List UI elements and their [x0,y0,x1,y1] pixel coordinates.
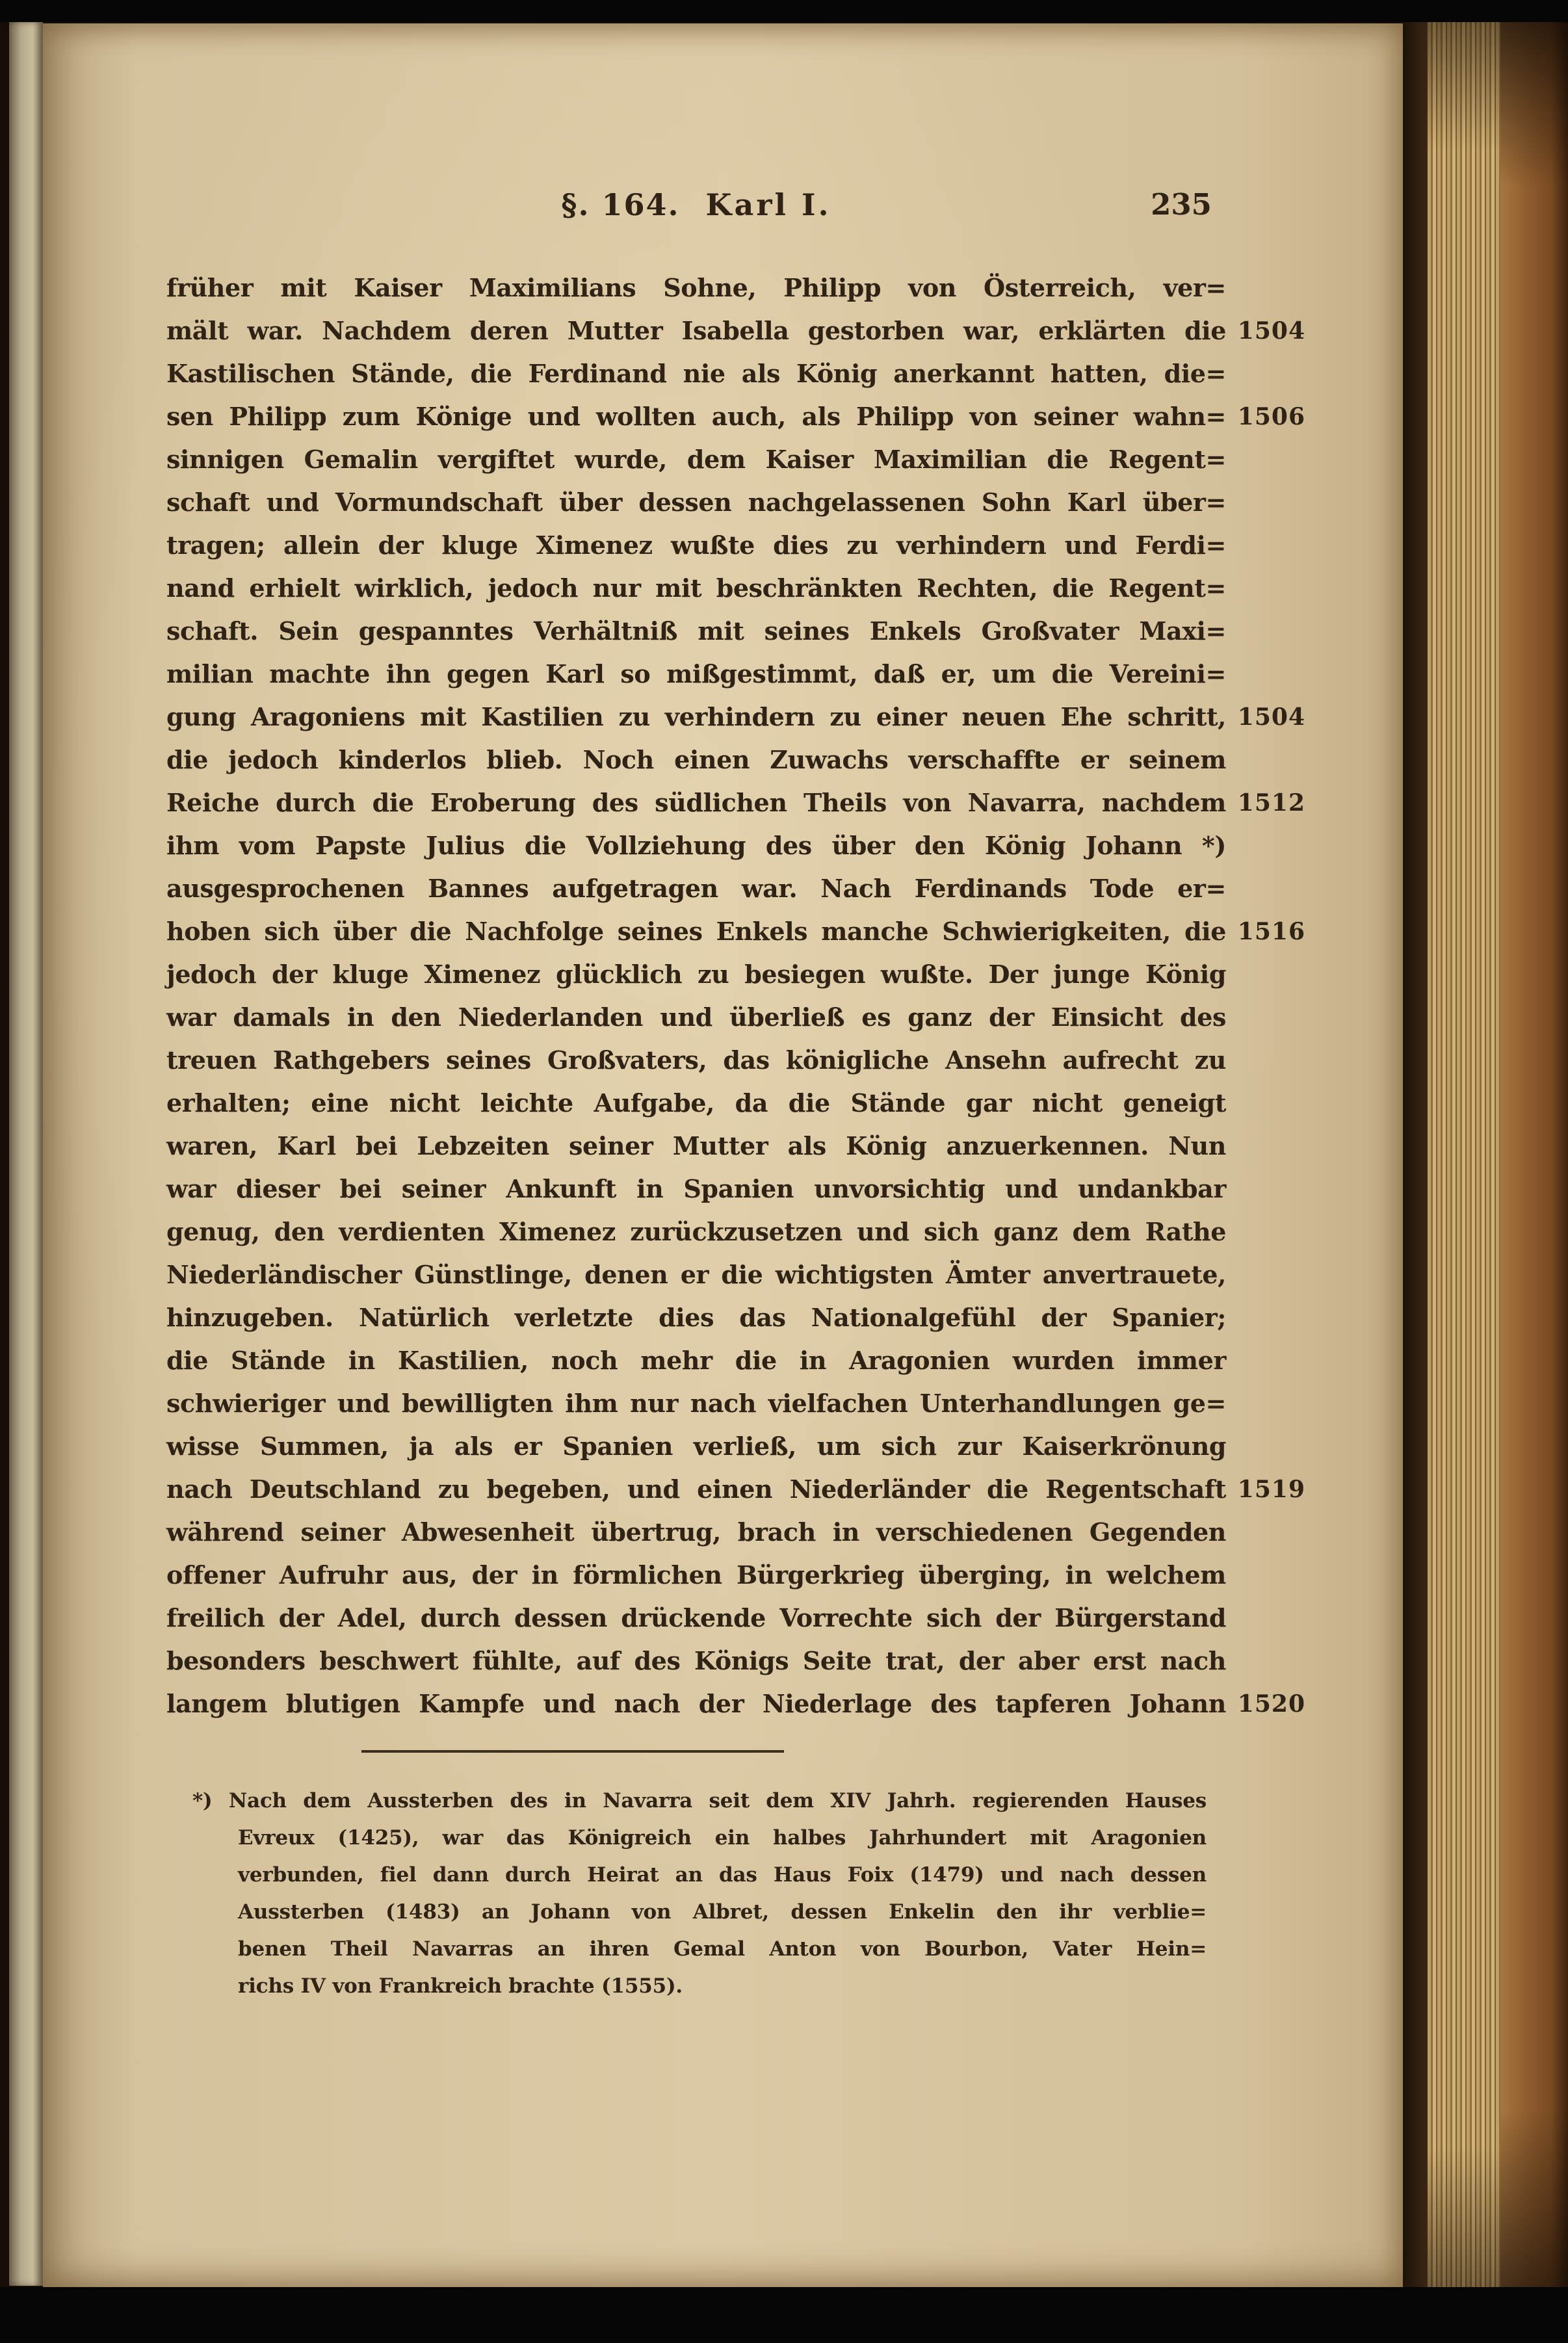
top-band [0,0,1568,22]
section-mark: §. 164. [561,187,680,222]
text-line [166,867,1226,910]
text-line-content: sen Philipp zum Könige und wollten auch, als Philipp von seiner wahn= [166,402,1226,431]
text-line [166,1682,1305,1725]
footnote-line: Evreux (1425), war das Königreich ein halbes Jahrhundert mit Aragonien [238,1826,1207,1850]
page-gutter-shadow [1403,13,1428,2308]
text-line-content: mält war. Nachdem deren Mutter Isabella gestorben war, erklärten die [166,316,1226,345]
text-line-content: erhalten; eine nicht leichte Aufgabe, da die Stände gar nicht geneigt [166,1088,1226,1118]
text-line-content: früher mit Kaiser Maximilians Sohne, Philipp von Österreich, ver= [166,273,1226,302]
text-line [166,1382,1226,1425]
text-line [166,1039,1226,1082]
book-page [43,23,1403,2287]
text-line [166,352,1226,395]
text-line-content: Reiche durch die Eroberung des südlichen Theils von Navarra, nachdem [166,788,1226,817]
text-line [166,1168,1226,1211]
footnote-line: benen Theil Navarras an ihren Gemal Anton von Bourbon, Vater Hein= [238,1937,1207,1961]
page-header [166,187,1226,229]
text-line [166,1597,1226,1640]
text-line-content: nach Deutschland zu begeben, und einen Niederländer die Regentschaft [166,1474,1226,1504]
text-line [166,309,1305,352]
text-line [166,910,1305,953]
text-line-content: offener Aufruhr aus, der in förmlichen Bürgerkrieg überging, in welchem [166,1560,1226,1590]
text-line-content: nand erhielt wirklich, jedoch nur mit beschränkten Rechten, die Regent= [166,573,1226,603]
text-line-content: hoben sich über die Nachfolge seines Enkels manche Schwierigkeiten, die [166,917,1226,946]
text-line-content: langem blutigen Kampfe und nach der Niederlage des tapferen Johann [166,1689,1226,1718]
text-line-content: schwieriger und bewilligten ihm nur nach vielfachen Unterhandlungen ge= [166,1389,1226,1418]
text-line [166,1511,1226,1554]
margin-year: 1504 [1237,703,1305,731]
section-title: Karl I. [705,187,831,222]
bottom-band [0,2287,1568,2343]
text-line [166,953,1226,996]
margin-year: 1519 [1237,1476,1305,1503]
text-line [166,438,1226,481]
section-heading [166,187,1226,222]
text-line [166,481,1226,524]
text-line-content: ausgesprochenen Bannes aufgetragen war. Nach Ferdinands Tode er= [166,874,1226,903]
margin-year: 1512 [1237,789,1305,817]
margin-year: 1520 [1237,1690,1305,1718]
text-line-content: schaft und Vormundschaft über dessen nachgelassenen Sohn Karl über= [166,488,1226,517]
margin-year: 1506 [1237,403,1305,430]
text-line [166,567,1226,610]
text-line [166,1425,1226,1468]
text-line [166,1640,1226,1682]
text-line [166,524,1226,567]
text-line [166,395,1305,438]
text-line-content: besonders beschwert fühlte, auf des Königs Seite trat, der aber erst nach [166,1646,1226,1675]
text-line-content: war dieser bei seiner Ankunft in Spanien unvorsichtig und undankbar [166,1174,1226,1203]
text-line [166,1468,1305,1511]
page-fore-edges [1428,13,1500,2308]
text-line [166,1296,1226,1339]
text-line [166,1554,1226,1597]
text-line-content: die Stände in Kastilien, noch mehr die in Aragonien wurden immer [166,1346,1226,1375]
text-line [166,781,1305,824]
text-line [166,1253,1226,1296]
text-line-content: freilich der Adel, durch dessen drückende Vorrechte sich der Bürgerstand [166,1603,1226,1632]
text-line [166,653,1226,696]
text-line-content: wisse Summen, ja als er Spanien verließ, um sich zur Kaiserkrönung [166,1432,1226,1461]
margin-year: 1516 [1237,918,1305,945]
text-line [166,1125,1226,1168]
text-line-content: gung Aragoniens mit Kastilien zu verhindern zu einer neuen Ehe schritt, [166,702,1226,731]
footnote-line: Aussterben (1483) an Johann von Albret, dessen Enkelin den ihr verblie= [238,1900,1207,1924]
footnote-line: richs IV von Frankreich brachte (1555). [238,1974,683,1998]
page-number: 235 [1151,187,1212,222]
text-line-content: tragen; allein der kluge Ximenez wußte dies zu verhindern und Ferdi= [166,530,1226,560]
text-line [166,1211,1226,1253]
margin-year: 1504 [1237,317,1305,345]
text-line-content: jedoch der kluge Ximenez glücklich zu besiegen wußte. Der junge König [166,960,1226,989]
text-line [166,996,1226,1039]
text-line [166,739,1226,781]
text-line-content: Niederländischer Günstlinge, denen er die wichtigsten Ämter anvertrauete, [166,1260,1226,1289]
text-line-content: genug, den verdienten Ximenez zurückzusetzen und sich ganz dem Rathe [166,1217,1226,1246]
footnote-separator [361,1750,784,1753]
text-line-content: die jedoch kinderlos blieb. Noch einen Zuwachs verschaffte er seinem [166,745,1226,774]
text-line [166,1339,1226,1382]
text-line [166,696,1305,739]
text-line-content: Kastilischen Stände, die Ferdinand nie als König anerkannt hatten, die= [166,359,1226,388]
prev-page-edge [9,22,43,2286]
text-line-content: hinzugeben. Natürlich verletzte dies das Nationalgefühl der Spanier; [166,1303,1226,1332]
text-line-content: sinnigen Gemalin vergiftet wurde, dem Kaiser Maximilian die Regent= [166,445,1226,474]
text-line [166,610,1226,653]
footnote [192,1783,1207,2005]
text-line [166,267,1226,309]
book-cover [1500,0,1568,2343]
text-line-content: war damals in den Niederlanden und überließ es ganz der Einsicht des [166,1002,1226,1032]
text-line [166,1082,1226,1125]
footnote-line: verbunden, fiel dann durch Heirat an das Haus Foix (1479) und nach dessen [238,1863,1207,1887]
text-line-content: schaft. Sein gespanntes Verhältniß mit seines Enkels Großvater Maxi= [166,616,1226,646]
body-text [166,267,1305,1725]
text-line [166,824,1226,867]
text-line-content: während seiner Abwesenheit übertrug, brach in verschiedenen Gegenden [166,1517,1226,1547]
text-line-content: milian machte ihn gegen Karl so mißgestimmt, daß er, um die Vereini= [166,659,1226,688]
text-line-content: waren, Karl bei Lebzeiten seiner Mutter als König anzuerkennen. Nun [166,1131,1226,1160]
text-line-content: ihm vom Papste Julius die Vollziehung des über den König Johann *) [166,831,1226,860]
footnote-line: *) Nach dem Aussterben des in Navarra seit dem XIV Jahrh. regierenden Hauses [192,1789,1207,1813]
text-line-content: treuen Rathgebers seines Großvaters, das königliche Ansehn aufrecht zu [166,1045,1226,1075]
